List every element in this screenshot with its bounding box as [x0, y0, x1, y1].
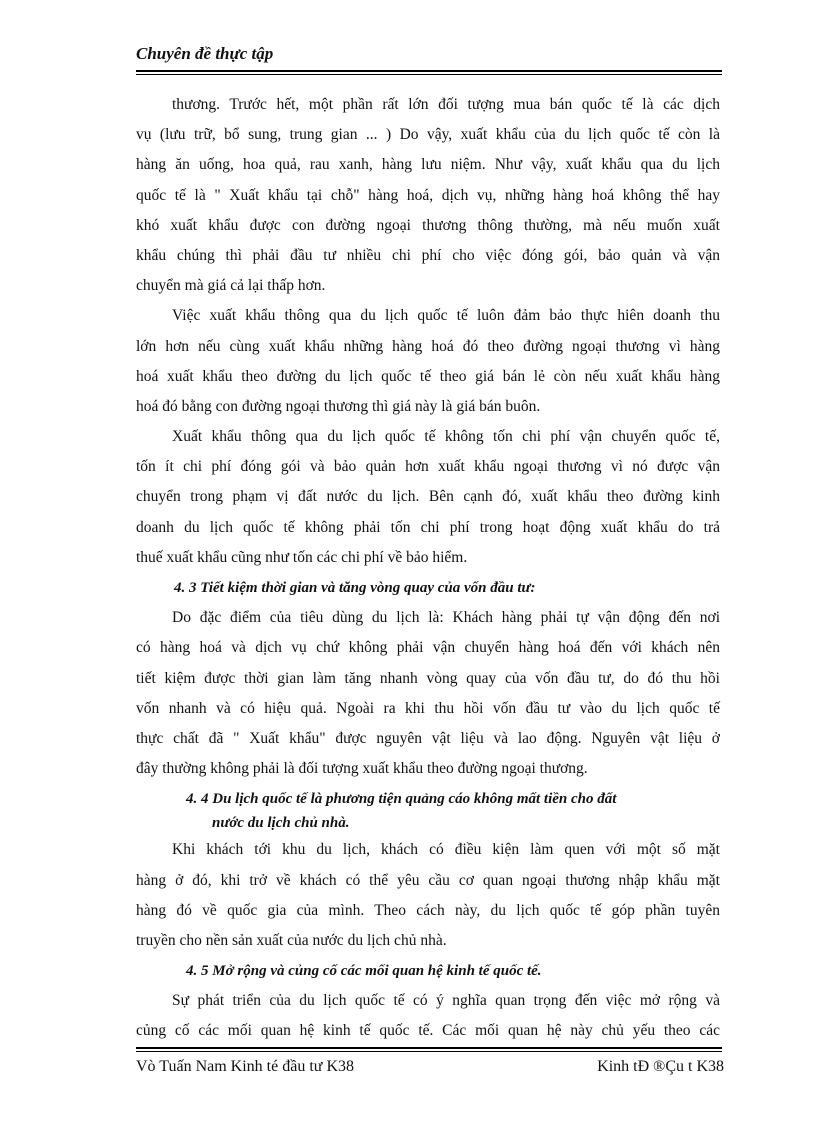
text-line: khẩu chúng thì phải đầu tư nhiều chi phí cho việc đóng gói, bảo quản và vận	[136, 246, 720, 264]
text-line: doanh du lịch quốc tế không phải tốn chi phí trong hoạt động xuất khẩu do trả	[136, 518, 720, 536]
text-line: thuế xuất khẩu cũng như tốn các chi phí về bảo hiểm.	[136, 548, 468, 566]
text-line: vốn nhanh và có hiệu quả. Ngoài ra khi thu hồi vốn đầu tư vào du lịch quốc tế	[136, 699, 720, 717]
text-line: vụ (lưu trữ, bổ sung, trung gian ... ) Do vậy, xuất khẩu của du lịch quốc tế còn là	[136, 126, 720, 144]
section-heading-4-4	[136, 787, 720, 835]
text-line: hàng đó về quốc gia của mình. Theo cách này, du lịch quốc tế góp phần tuyên	[136, 901, 720, 919]
text-line: tiết kiệm được thời gian làm tăng nhanh vòng quay của vốn đầu tư, do đó thu hồi	[136, 669, 720, 687]
section-heading-4-5: 4. 5 Mở rộng và củng cố các mối quan hệ kinh tế quốc tế.	[186, 963, 542, 980]
text-line: chuyển trong phạm vị đất nước du lịch. Bên cạnh đó, xuất khẩu theo đường kinh	[136, 488, 720, 506]
text-line: hoá xuất khẩu theo đường du lịch quốc tế theo giá bán lẻ còn nếu xuất khẩu hàng	[136, 367, 720, 385]
document-body	[136, 90, 720, 1047]
section-heading-4-3: 4. 3 Tiết kiệm thời gian và tăng vòng quay của vốn đầu tư:	[174, 580, 536, 596]
paragraph-4	[136, 603, 720, 784]
footer-department: Kinh tÐ ®Çu t K38	[597, 1058, 724, 1075]
text-line: Sự phát triển của du lịch quốc tế có ý nghĩa quan trọng đến việc mở rộng và	[172, 992, 720, 1010]
text-line: quốc tế là " Xuất khẩu tại chỗ" hàng hoá, dịch vụ, những hàng hoá không thể hay	[136, 186, 720, 204]
text-line: hàng ở đó, khi trở về khách có thể yêu cầu cơ quan ngoại thương nhập khẩu mặt	[136, 871, 720, 889]
text-line: Do đặc điểm của tiêu dùng du lịch là: Khách hàng phải tự vận động đến nơi	[172, 609, 720, 627]
text-line: chuyển mà giá cả lại thấp hơn.	[136, 277, 326, 295]
footer-author: Vò Tuấn Nam Kinh té đầu tư K38	[136, 1058, 354, 1075]
text-line: thương. Trước hết, một phần rất lớn đối tượng mua bán quốc tế là các dịch	[172, 96, 720, 113]
text-line: thực chất đã " Xuất khẩu" được nguyên vật liệu và lao động. Nguyên vật liệu ở	[136, 729, 720, 747]
paragraph-2	[136, 301, 720, 422]
text-line: truyền cho nền sản xuất của nước du lịch chủ nhà.	[136, 931, 447, 949]
paragraph-6	[136, 986, 720, 1046]
paragraph-5	[136, 835, 720, 956]
text-line: Khi khách tới khu du lịch, khách có điều kiện làm quen với một số mặt	[172, 841, 720, 859]
text-line: tốn ít chi phí đóng gói và bảo quản hơn xuất khẩu ngoại thương vì nó được vận	[136, 458, 720, 476]
text-line: lớn hơn nếu cùng xuất khẩu những hàng hoá đó theo đường ngoại thương vì hàng	[136, 337, 720, 355]
text-line: củng cố các mối quan hệ kinh tế quốc tế. Các mối quan hệ này chủ yếu theo các	[136, 1022, 720, 1040]
heading-line: 4. 4 Du lịch quốc tế là phương tiện quảng cáo không mất tiền cho đất	[186, 791, 617, 808]
text-line: Việc xuất khẩu thông qua du lịch quốc tế luôn đảm bảo thực hiên doanh thu	[172, 307, 720, 325]
text-line: hoá đó bằng con đường ngoại thương thì giá này là giá bán buôn.	[136, 397, 541, 415]
text-line: có hàng hoá và dịch vụ chứ không phải vận chuyển hàng hoá đến với khách nên	[136, 639, 720, 657]
text-line: hàng ăn uống, hoa quả, rau xanh, hàng lưu niệm. Như vậy, xuất khẩu qua du lịch	[136, 156, 720, 174]
text-line: Xuất khẩu thông qua du lịch quốc tế không tốn chi phí vận chuyển quốc tế,	[172, 428, 720, 446]
heading-line: nước du lịch chủ nhà.	[212, 815, 350, 832]
page-header-title: Chuyên đề thực tập	[136, 44, 274, 63]
paragraph-3	[136, 422, 720, 573]
text-line: đây thường không phải là đối tượng xuất khẩu theo đường ngoại thương.	[136, 760, 588, 778]
text-line: khó xuất khẩu được con đường ngoại thương thông thường, mà nếu muốn xuất	[136, 216, 720, 234]
footer-rule	[136, 1047, 722, 1052]
paragraph-1	[136, 90, 720, 301]
